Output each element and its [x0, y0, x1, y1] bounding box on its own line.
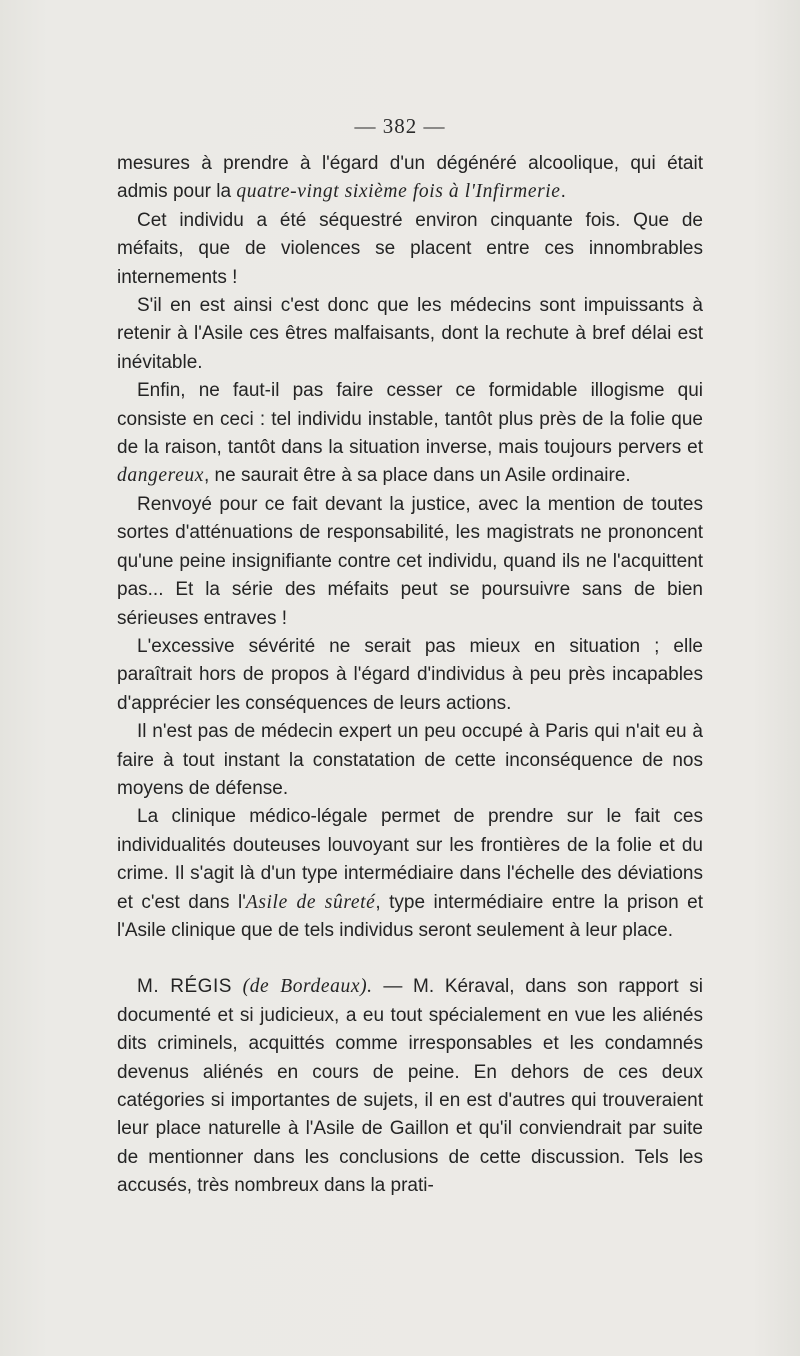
- speech-paragraph: [117, 973, 703, 1200]
- paragraph-text: Cet individu a été séquestré environ cinquante fois. Que de méfaits, que de violences se placent entre ces innombrables internements !: [117, 209, 703, 288]
- paragraph: [117, 207, 703, 292]
- paragraph-text: L'excessive sévérité ne serait pas mieux en situation ; elle paraîtrait hors de propos à l'égard d'individus à peu près incapables d'apprécier les conséquences de leurs actions.: [117, 635, 703, 714]
- paragraph-text: Renvoyé pour ce fait devant la justice, avec la mention de toutes sortes d'atténuations de responsabilité, les magistrats ne prononcent qu'une peine insignifiante contre cet individu, quand ils ne l'acquittent pas... Et la série des méfaits peut se poursuivre sans de bien sérieuses entraves !: [117, 493, 703, 629]
- speech-text: — M. Kéraval, dans son rapport si documenté et si judicieux, a eu tout spécialement en vue les aliénés dits criminels, acquittés comme irresponsables et les condamnés devenus aliénés en cours de peine. En dehors de ces deux catégories si importantes de sujets, il en est d'autres qui trouveraient leur place naturelle à l'Asile de Gaillon et qu'il conviendrait par suite de mentionner dans les conclusions de cette discussion. Tels les accusés, très nombreux dans la prati-: [117, 976, 704, 1197]
- paragraph: [117, 633, 703, 718]
- paragraph-text: , type intermédiaire entre la prison et l'Asile clinique que de tels individus seront seulement à leur place.: [117, 891, 703, 941]
- page-number: — 382 —: [354, 114, 446, 138]
- speaker-origin: (de Bordeaux).: [242, 976, 373, 998]
- paragraph: [117, 491, 703, 633]
- paragraph: [117, 803, 703, 945]
- paragraph-text: .: [560, 181, 566, 203]
- paragraph-text: , ne saurait être à sa place dans un Asile ordinaire.: [203, 465, 631, 487]
- italic-text: Asile de sûreté: [245, 891, 376, 913]
- paragraph: [117, 377, 703, 491]
- speaker-name: M. RÉGIS: [137, 976, 232, 998]
- paragraph-text: La clinique médico-légale permet de prendre sur le fait ces individualités douteuses louvoyant sur les frontières de la folie et du crime. Il s'agit là d'un type intermédiaire dans l'échelle des déviations et c'est dans l': [117, 806, 703, 913]
- section-gap: [117, 945, 703, 973]
- body-text: [117, 150, 703, 1201]
- paragraph-text: mesures à prendre à l'égard d'un dégénéré alcoolique, qui était admis pour la: [117, 153, 703, 203]
- paragraph: [117, 292, 703, 377]
- paragraph: [117, 718, 703, 803]
- paragraph-text: Il n'est pas de médecin expert un peu occupé à Paris qui n'ait eu à faire à tout instant la constatation de cette inconséquence de nos moyens de défense.: [117, 721, 703, 799]
- italic-text: quatre-vingt sixième fois à l'Infirmerie: [236, 181, 561, 203]
- paragraph-text: S'il en est ainsi c'est donc que les médecins sont impuissants à retenir à l'Asile ces êtres malfaisants, dont la rechute à bref délai est inévitable.: [117, 295, 703, 373]
- italic-text: dangereux: [117, 465, 204, 487]
- paragraph: [117, 150, 703, 207]
- paragraph-list: [117, 150, 703, 945]
- paragraph-text: Enfin, ne faut-il pas faire cesser ce formidable illogisme qui consiste en ceci : tel individu instable, tantôt plus près de la folie que de la raison, tantôt dans la situation inverse, mais toujours pervers et: [117, 380, 703, 459]
